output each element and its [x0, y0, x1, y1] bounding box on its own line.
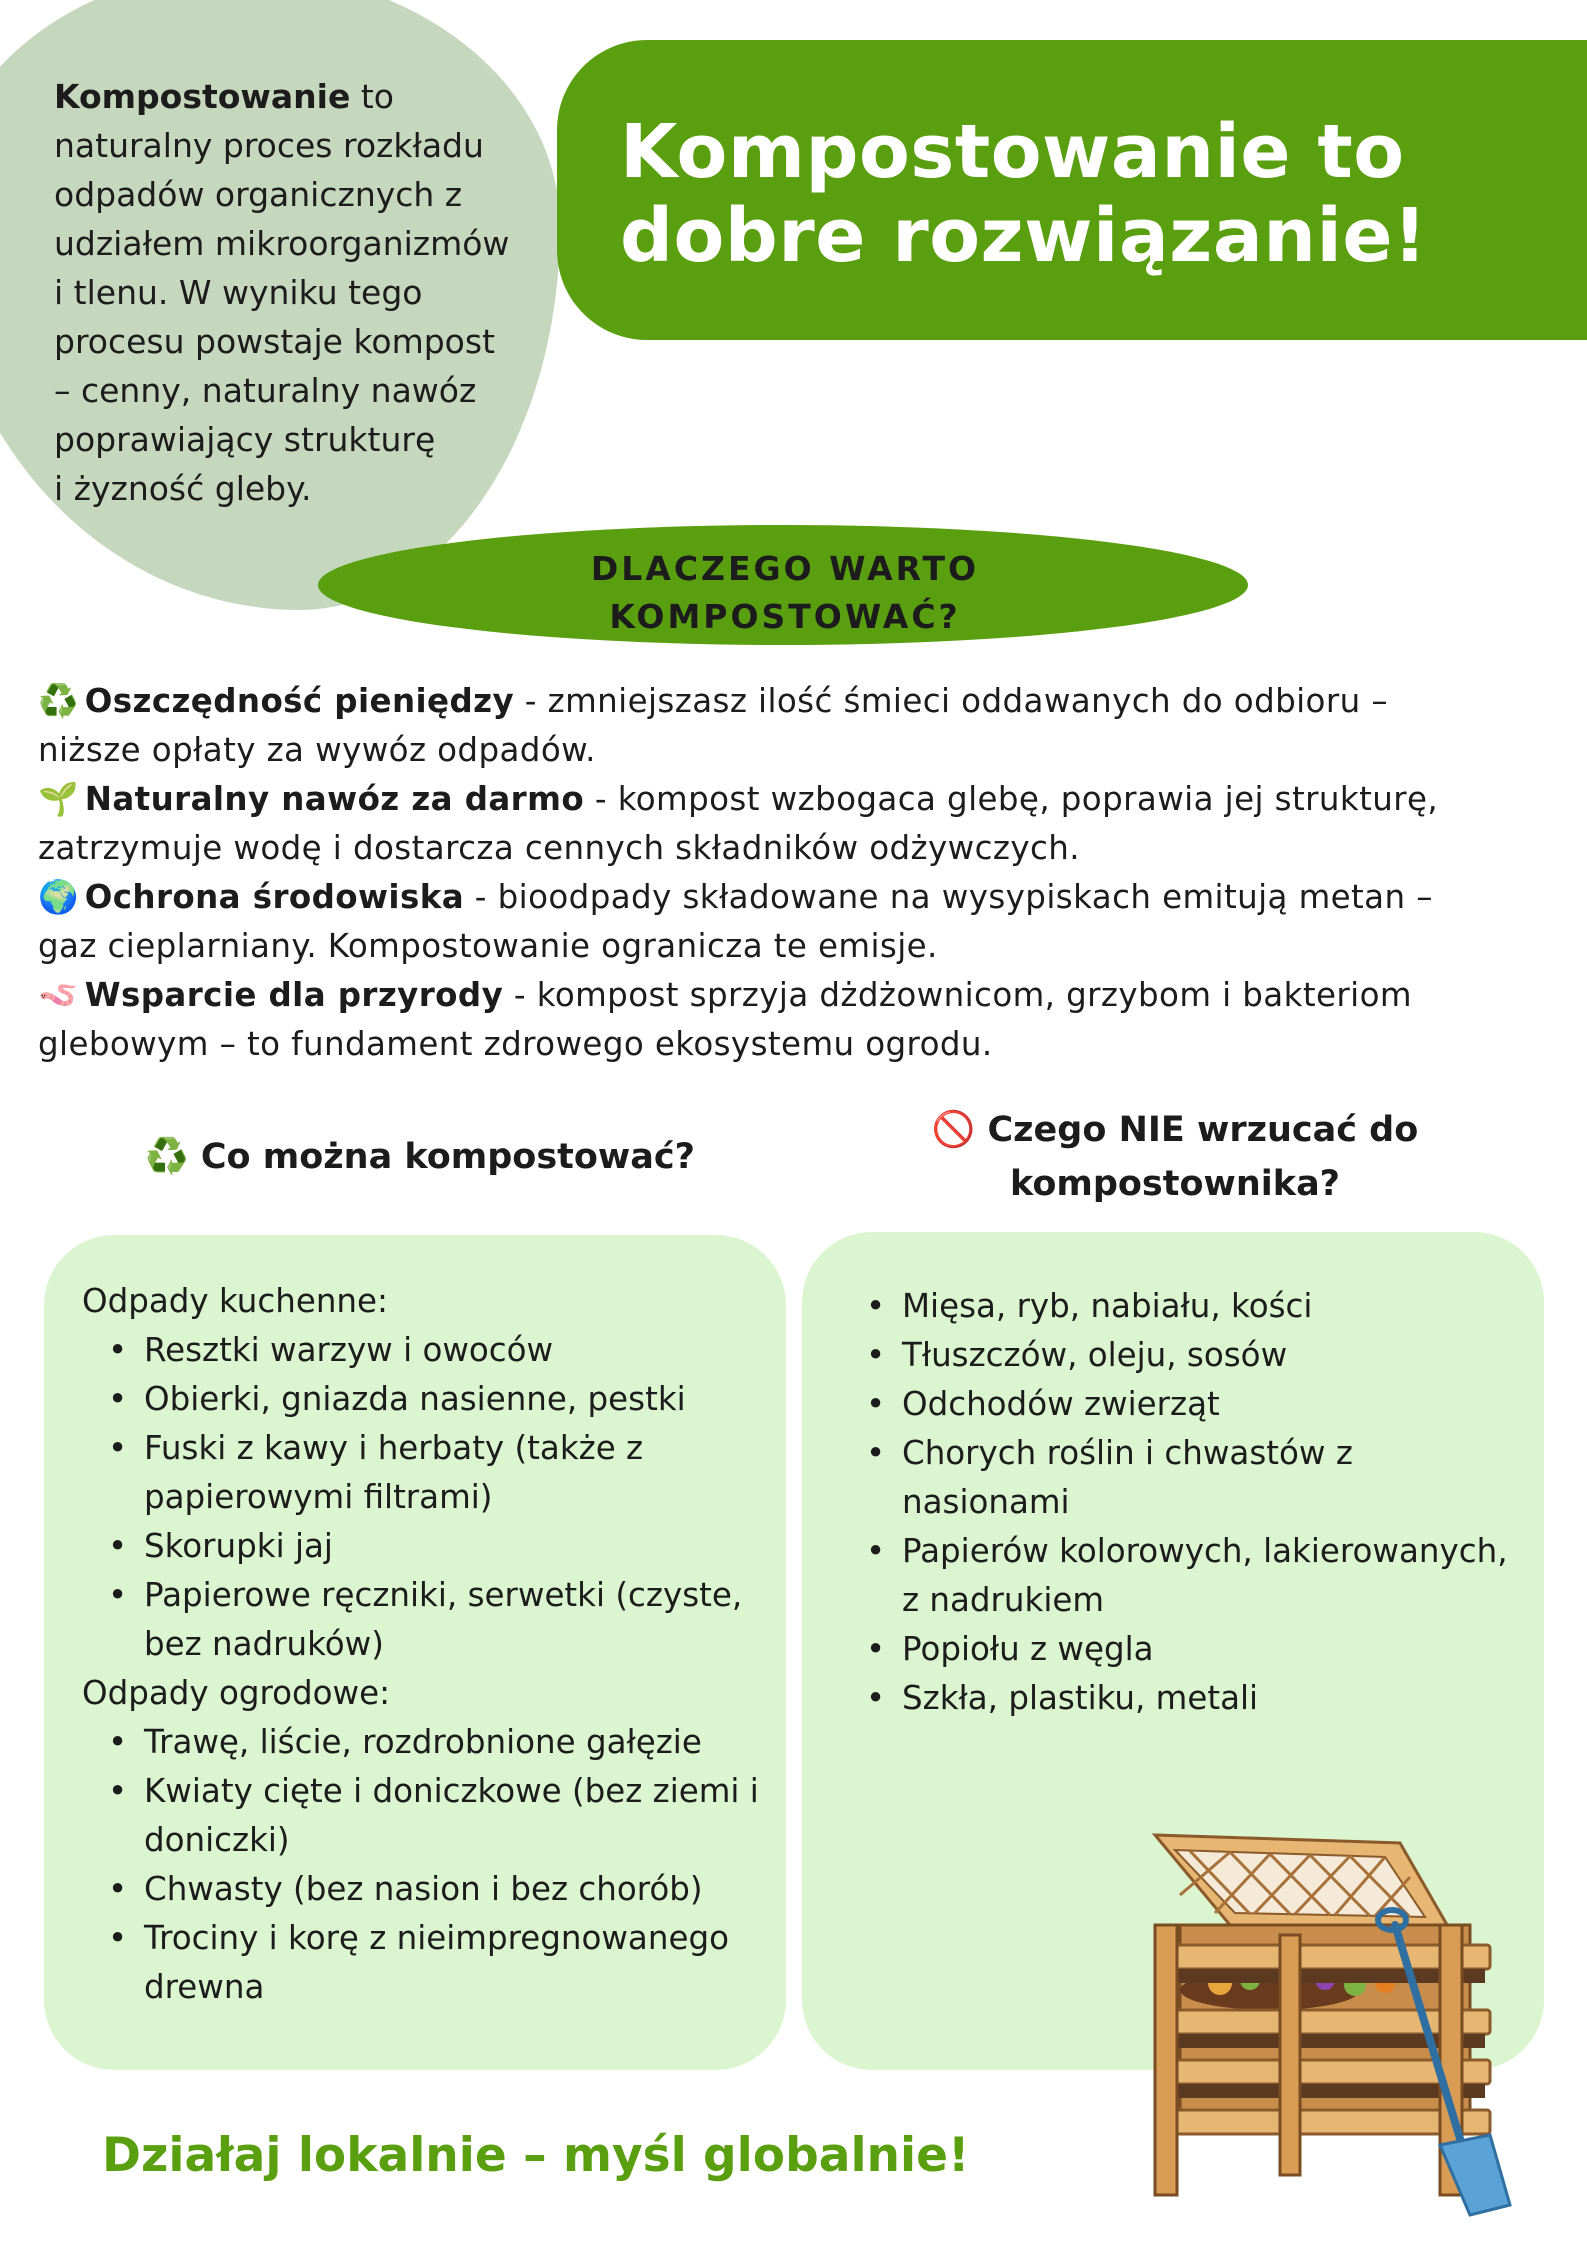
title-banner — [557, 40, 1587, 340]
garden-waste-list — [82, 1718, 772, 2012]
intro-line: i tlenu. W wyniku tego — [54, 273, 423, 312]
do-not-compost-heading-line-2: kompostownika? — [1009, 1164, 1340, 1204]
intro-line: odpadów organicznych z — [54, 175, 463, 214]
intro-line: – cenny, naturalny nawóz — [54, 371, 477, 410]
benefit-item — [38, 775, 1568, 873]
list-item: • Odchodów zwierząt — [862, 1380, 1522, 1429]
intro-line: procesu powstaje kompost — [54, 322, 496, 361]
list-item: • Obierki, gniazda nasienne, pestki — [82, 1375, 772, 1424]
list-item: • Mięsa, ryb, nabiału, kości — [862, 1282, 1522, 1331]
do-not-compost-heading-line-1: Czego NIE wrzucać do — [987, 1110, 1419, 1150]
benefit-item — [38, 873, 1568, 971]
benefits-list — [38, 677, 1568, 1069]
benefit-text: - bioodpady składowane na wysypiskach emitują metan – — [464, 878, 1433, 916]
list-item: • Trociny i korę z nieimpregnowanego drewna — [82, 1914, 772, 2012]
list-item: • Papierowe ręczniki, serwetki (czyste, bez nadruków) — [82, 1571, 772, 1669]
benefit-title: Ochrona środowiska — [84, 878, 465, 916]
list-item: • Fuski z kawy i herbaty (także z papierowymi filtrami) — [82, 1424, 772, 1522]
intro-line: i żyzność gleby. — [54, 469, 312, 508]
seedling-icon: 🌱 — [38, 780, 79, 818]
prohibited-icon: 🚫 — [931, 1110, 976, 1150]
benefit-text: zatrzymuje wodę i dostarcza cennych składników odżywczych. — [38, 829, 1080, 867]
title-line-1: Kompostowanie to — [620, 109, 1405, 195]
list-item: • Popiołu z węgla — [862, 1625, 1522, 1674]
list-item: • Chorych roślin i chwastów z nasionami — [862, 1429, 1522, 1527]
can-compost-heading — [60, 1130, 780, 1184]
list-item: • Chwasty (bez nasion i bez chorób) — [82, 1865, 772, 1914]
benefit-item — [38, 971, 1568, 1069]
intro-bold-term: Kompostowanie — [54, 77, 351, 116]
can-compost-heading-text: Co można kompostować? — [200, 1137, 695, 1177]
intro-line: naturalny proces rozkładu — [54, 126, 484, 165]
footer-slogan: Działaj lokalnie – myśl globalnie! — [102, 2128, 970, 2183]
why-heading — [420, 545, 1150, 641]
benefit-text: niższe opłaty za wywóz odpadów. — [38, 731, 596, 769]
benefit-text: - zmniejszasz ilość śmieci oddawanych do odbioru – — [514, 682, 1388, 720]
list-item: • Papierów kolorowych, lakierowanych, z nadrukiem — [862, 1527, 1522, 1625]
can-compost-card — [44, 1235, 786, 2070]
composter-illustration — [1110, 1815, 1570, 2230]
benefit-text: glebowym – to fundament zdrowego ekosystemu ogrodu. — [38, 1025, 993, 1063]
worm-icon: 🪱 — [38, 976, 79, 1014]
benefit-title: Naturalny nawóz za darmo — [84, 780, 585, 818]
list-item: • Szkła, plastiku, metali — [862, 1674, 1522, 1723]
recycle-icon: ♻️ — [38, 682, 79, 720]
benefit-text: - kompost wzbogaca glebę, poprawia jej strukturę, — [584, 780, 1439, 818]
page-title — [620, 110, 1580, 278]
list-item: • Resztki warzyw i owoców — [82, 1326, 772, 1375]
list-item: • Trawę, liście, rozdrobnione gałęzie — [82, 1718, 772, 1767]
kitchen-waste-label: Odpady kuchenne: — [82, 1282, 388, 1320]
list-item: • Skorupki jaj — [82, 1522, 772, 1571]
benefit-text: - kompost sprzyja dżdżownicom, grzybom i bakteriom — [503, 976, 1412, 1014]
benefit-item — [38, 677, 1568, 775]
intro-text — [54, 72, 534, 513]
intro-line: to — [350, 77, 394, 116]
garden-waste-label: Odpady ogrodowe: — [82, 1674, 391, 1712]
list-item: • Tłuszczów, oleju, sosów — [862, 1331, 1522, 1380]
globe-icon: 🌍 — [38, 878, 79, 916]
why-heading-line-1: DLACZEGO WARTO — [590, 549, 980, 588]
kitchen-waste-list — [82, 1326, 772, 1669]
do-not-compost-heading — [815, 1103, 1535, 1211]
benefit-title: Oszczędność pieniędzy — [84, 682, 515, 720]
intro-line: udziałem mikroorganizmów — [54, 224, 510, 263]
do-not-compost-list — [862, 1282, 1522, 1723]
recycle-icon: ♻️ — [145, 1137, 189, 1177]
title-line-2: dobre rozwiązanie! — [620, 193, 1428, 279]
benefit-text: gaz cieplarniany. Kompostowanie ogranicza te emisje. — [38, 927, 938, 965]
why-heading-line-2: KOMPOSTOWAĆ? — [609, 597, 961, 636]
benefit-title: Wsparcie dla przyrody — [84, 976, 504, 1014]
list-item: • Kwiaty cięte i doniczkowe (bez ziemi i doniczki) — [82, 1767, 772, 1865]
intro-line: poprawiający strukturę — [54, 420, 436, 459]
